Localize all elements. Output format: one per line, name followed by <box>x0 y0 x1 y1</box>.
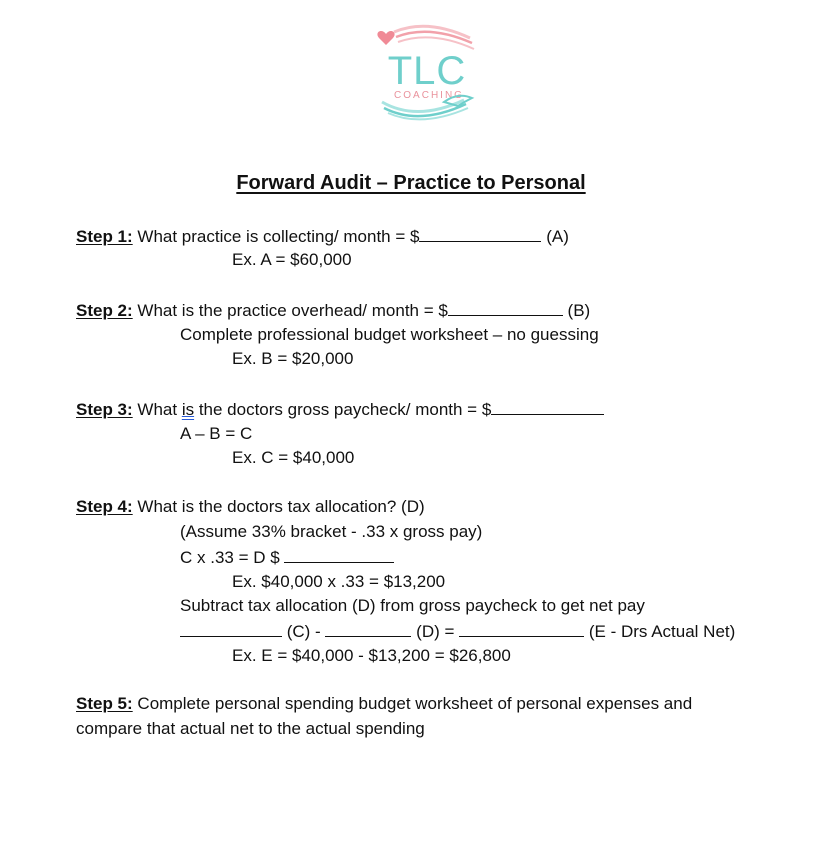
step-2-blank <box>448 299 563 316</box>
step-5-line-1: Complete personal spending budget worksheet of personal expenses and <box>132 694 693 713</box>
step-4-d2-blank <box>325 620 411 637</box>
step-4-formula: C x .33 = D $ <box>180 548 285 567</box>
step-1-label: Step 1: <box>76 227 133 246</box>
step-3-text-a: What <box>132 400 182 419</box>
step-1-suffix: (A) <box>541 227 569 246</box>
step-3-line <box>76 398 604 421</box>
step-2-note: Complete professional budget worksheet – no guessing <box>180 325 599 344</box>
step-2-text: What is the practice overhead/ month = $ <box>132 301 448 320</box>
logo-brand-text: TLC <box>387 49 467 93</box>
step-4-e-label: (E - Drs Actual Net) <box>584 622 736 641</box>
step-1-blank <box>419 225 541 242</box>
step-2-example: Ex. B = $20,000 <box>232 349 354 368</box>
step-3-text-b: the doctors gross paycheck/ month = $ <box>194 400 492 419</box>
page-title: Forward Audit – Practice to Personal <box>236 172 586 194</box>
step-4-label: Step 4: <box>76 497 133 516</box>
step-2-line <box>76 299 590 322</box>
step-4-c-label: (C) - <box>282 622 326 641</box>
step-3-formula: A – B = C <box>180 424 253 443</box>
tlc-coaching-logo <box>372 18 482 126</box>
step-3-blank <box>491 398 604 415</box>
logo-tagline-text: COACHING <box>394 90 464 101</box>
step-5-line-2: compare that actual net to the actual spending <box>76 719 425 738</box>
step-3-label: Step 3: <box>76 400 133 419</box>
step-4-net-line <box>180 620 735 643</box>
step-4-formula-line <box>180 546 394 569</box>
step-4-text: What is the doctors tax allocation? (D) <box>132 497 425 516</box>
step-4-line <box>76 496 425 518</box>
step-4-assume: (Assume 33% bracket - .33 x gross pay) <box>180 522 483 541</box>
step-5-label: Step 5: <box>76 694 133 713</box>
step-5-line <box>76 693 692 715</box>
step-4-d-blank <box>284 546 394 563</box>
step-4-subtract: Subtract tax allocation (D) from gross paycheck to get net pay <box>180 596 645 615</box>
step-4-example-1: Ex. $40,000 x .33 = $13,200 <box>232 572 446 591</box>
step-4-d-label: (D) = <box>411 622 460 641</box>
step-1-line <box>76 225 569 248</box>
step-3-example: Ex. C = $40,000 <box>232 448 355 467</box>
step-4-example-2: Ex. E = $40,000 - $13,200 = $26,800 <box>232 646 511 665</box>
step-2-suffix: (B) <box>562 301 591 320</box>
step-1-text: What practice is collecting/ month = $ <box>132 227 420 246</box>
step-4-e-blank <box>459 620 584 637</box>
heart-icon <box>377 31 394 45</box>
step-1-example: Ex. A = $60,000 <box>232 250 352 269</box>
step-3-text-is: is <box>181 400 195 419</box>
logo-graphic <box>372 18 482 126</box>
step-4-c-blank <box>180 620 282 637</box>
step-2-label: Step 2: <box>76 301 133 320</box>
